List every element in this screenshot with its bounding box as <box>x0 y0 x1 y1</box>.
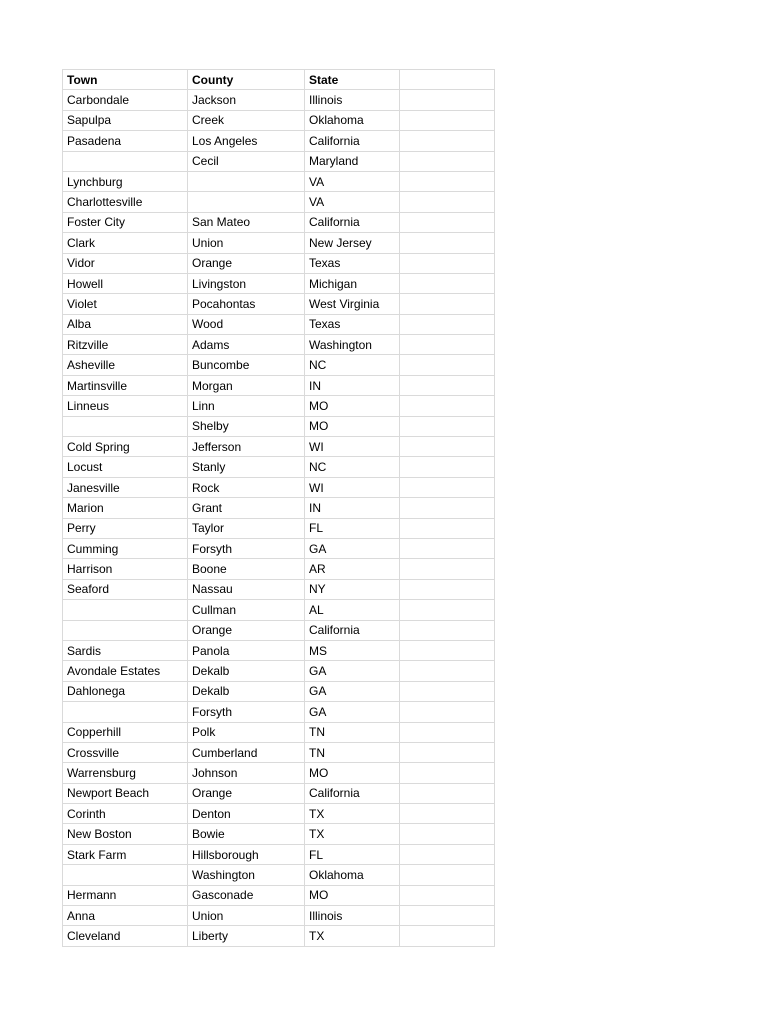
column-header-state: State <box>305 70 400 90</box>
cell-county: Dekalb <box>188 661 305 681</box>
cell-state: Oklahoma <box>305 865 400 885</box>
cell-town: Linneus <box>63 396 188 416</box>
cell-state: VA <box>305 171 400 191</box>
table-row <box>63 844 495 864</box>
cell-town: Ritzville <box>63 335 188 355</box>
cell-extra <box>400 722 495 742</box>
cell-state: FL <box>305 518 400 538</box>
cell-town: Vidor <box>63 253 188 273</box>
cell-town: Violet <box>63 294 188 314</box>
cell-town: Howell <box>63 273 188 293</box>
table-row <box>63 640 495 660</box>
table-row <box>63 681 495 701</box>
table-row <box>63 375 495 395</box>
cell-state: NC <box>305 355 400 375</box>
cell-extra <box>400 273 495 293</box>
cell-extra <box>400 579 495 599</box>
cell-county: Linn <box>188 396 305 416</box>
table-row <box>63 763 495 783</box>
table-row <box>63 742 495 762</box>
cell-extra <box>400 233 495 253</box>
cell-extra <box>400 885 495 905</box>
cell-state: MO <box>305 396 400 416</box>
cell-extra <box>400 437 495 457</box>
cell-town: Asheville <box>63 355 188 375</box>
cell-extra <box>400 763 495 783</box>
cell-town: Carbondale <box>63 90 188 110</box>
table-row <box>63 192 495 212</box>
cell-extra <box>400 457 495 477</box>
cell-county: Washington <box>188 865 305 885</box>
cell-county: Union <box>188 906 305 926</box>
cell-state: VA <box>305 192 400 212</box>
cell-county: Hillsborough <box>188 844 305 864</box>
table-row <box>63 620 495 640</box>
cell-county: Nassau <box>188 579 305 599</box>
cell-county: Cullman <box>188 600 305 620</box>
cell-extra <box>400 844 495 864</box>
cell-town: Copperhill <box>63 722 188 742</box>
cell-county: Creek <box>188 110 305 130</box>
cell-state: Oklahoma <box>305 110 400 130</box>
cell-county: Shelby <box>188 416 305 436</box>
cell-town: Stark Farm <box>63 844 188 864</box>
cell-county: Stanly <box>188 457 305 477</box>
cell-state: GA <box>305 681 400 701</box>
cell-extra <box>400 498 495 518</box>
cell-town: Foster City <box>63 212 188 232</box>
cell-county: Panola <box>188 640 305 660</box>
cell-county: Orange <box>188 783 305 803</box>
header-row <box>63 70 495 90</box>
table-row <box>63 416 495 436</box>
table-row <box>63 824 495 844</box>
cell-town <box>63 600 188 620</box>
cell-extra <box>400 253 495 273</box>
cell-state: WI <box>305 437 400 457</box>
cell-town: Crossville <box>63 742 188 762</box>
table-body <box>63 90 495 946</box>
table-row <box>63 457 495 477</box>
cell-county <box>188 192 305 212</box>
cell-town <box>63 416 188 436</box>
column-header-extra <box>400 70 495 90</box>
cell-state: TX <box>305 804 400 824</box>
cell-town: Sapulpa <box>63 110 188 130</box>
cell-county: Los Angeles <box>188 131 305 151</box>
cell-town: New Boston <box>63 824 188 844</box>
column-header-town: Town <box>63 70 188 90</box>
cell-state: Texas <box>305 253 400 273</box>
table-row <box>63 131 495 151</box>
cell-town: Martinsville <box>63 375 188 395</box>
table-row <box>63 151 495 171</box>
cell-county: Grant <box>188 498 305 518</box>
cell-county: Pocahontas <box>188 294 305 314</box>
cell-county: Morgan <box>188 375 305 395</box>
cell-state: IN <box>305 498 400 518</box>
table-row <box>63 518 495 538</box>
cell-county: Adams <box>188 335 305 355</box>
cell-extra <box>400 804 495 824</box>
table-row <box>63 171 495 191</box>
cell-town: Perry <box>63 518 188 538</box>
cell-county: Union <box>188 233 305 253</box>
cell-extra <box>400 865 495 885</box>
table-row <box>63 865 495 885</box>
cell-extra <box>400 640 495 660</box>
cell-county: Wood <box>188 314 305 334</box>
cell-town: Corinth <box>63 804 188 824</box>
cell-extra <box>400 824 495 844</box>
cell-state: California <box>305 212 400 232</box>
table-row <box>63 804 495 824</box>
cell-extra <box>400 661 495 681</box>
cell-extra <box>400 518 495 538</box>
cell-town: Sardis <box>63 640 188 660</box>
table-row <box>63 233 495 253</box>
cell-state: Maryland <box>305 151 400 171</box>
cell-town: Marion <box>63 498 188 518</box>
table-row <box>63 437 495 457</box>
table-row <box>63 783 495 803</box>
cell-county: Polk <box>188 722 305 742</box>
table-row <box>63 294 495 314</box>
cell-town <box>63 702 188 722</box>
cell-county: Orange <box>188 620 305 640</box>
town-county-state-table <box>62 69 495 947</box>
table-row <box>63 90 495 110</box>
cell-extra <box>400 335 495 355</box>
cell-extra <box>400 620 495 640</box>
cell-county: Boone <box>188 559 305 579</box>
cell-town: Newport Beach <box>63 783 188 803</box>
table-row <box>63 314 495 334</box>
table-row <box>63 722 495 742</box>
cell-town <box>63 151 188 171</box>
cell-state: GA <box>305 702 400 722</box>
cell-town: Locust <box>63 457 188 477</box>
table-row <box>63 273 495 293</box>
cell-county: San Mateo <box>188 212 305 232</box>
cell-extra <box>400 742 495 762</box>
cell-state: NC <box>305 457 400 477</box>
cell-town: Avondale Estates <box>63 661 188 681</box>
cell-county: Rock <box>188 477 305 497</box>
cell-state: IN <box>305 375 400 395</box>
cell-state: Michigan <box>305 273 400 293</box>
cell-town: Clark <box>63 233 188 253</box>
cell-extra <box>400 314 495 334</box>
cell-town: Charlottesville <box>63 192 188 212</box>
cell-town: Dahlonega <box>63 681 188 701</box>
cell-extra <box>400 90 495 110</box>
cell-extra <box>400 151 495 171</box>
cell-state: New Jersey <box>305 233 400 253</box>
cell-county: Cecil <box>188 151 305 171</box>
cell-town: Alba <box>63 314 188 334</box>
cell-extra <box>400 538 495 558</box>
cell-county: Dekalb <box>188 681 305 701</box>
cell-town: Janesville <box>63 477 188 497</box>
cell-state: TX <box>305 926 400 946</box>
cell-state: TN <box>305 722 400 742</box>
cell-state: California <box>305 131 400 151</box>
cell-county: Jackson <box>188 90 305 110</box>
cell-town: Lynchburg <box>63 171 188 191</box>
cell-state: Illinois <box>305 906 400 926</box>
cell-extra <box>400 396 495 416</box>
cell-county: Bowie <box>188 824 305 844</box>
cell-county <box>188 171 305 191</box>
cell-state: AL <box>305 600 400 620</box>
cell-extra <box>400 783 495 803</box>
table-row <box>63 538 495 558</box>
cell-extra <box>400 702 495 722</box>
table-row <box>63 579 495 599</box>
cell-town: Anna <box>63 906 188 926</box>
cell-state: California <box>305 620 400 640</box>
cell-state: WI <box>305 477 400 497</box>
cell-state: Washington <box>305 335 400 355</box>
table-row <box>63 926 495 946</box>
table-row <box>63 885 495 905</box>
cell-extra <box>400 926 495 946</box>
cell-extra <box>400 171 495 191</box>
cell-town <box>63 865 188 885</box>
cell-extra <box>400 294 495 314</box>
cell-state: West Virginia <box>305 294 400 314</box>
table-row <box>63 702 495 722</box>
table-row <box>63 335 495 355</box>
cell-town: Hermann <box>63 885 188 905</box>
cell-county: Gasconade <box>188 885 305 905</box>
cell-town: Pasadena <box>63 131 188 151</box>
cell-county: Forsyth <box>188 702 305 722</box>
cell-state: Texas <box>305 314 400 334</box>
cell-state: GA <box>305 538 400 558</box>
cell-state: NY <box>305 579 400 599</box>
table-row <box>63 110 495 130</box>
cell-state: TN <box>305 742 400 762</box>
cell-extra <box>400 192 495 212</box>
cell-extra <box>400 110 495 130</box>
table-row <box>63 600 495 620</box>
table-row <box>63 355 495 375</box>
cell-county: Denton <box>188 804 305 824</box>
cell-extra <box>400 600 495 620</box>
cell-state: TX <box>305 824 400 844</box>
cell-county: Johnson <box>188 763 305 783</box>
cell-town: Warrensburg <box>63 763 188 783</box>
cell-town: Cold Spring <box>63 437 188 457</box>
table-row <box>63 396 495 416</box>
table-row <box>63 559 495 579</box>
cell-state: GA <box>305 661 400 681</box>
column-header-county: County <box>188 70 305 90</box>
table-row <box>63 661 495 681</box>
cell-county: Orange <box>188 253 305 273</box>
cell-extra <box>400 416 495 436</box>
cell-county: Buncombe <box>188 355 305 375</box>
cell-county: Jefferson <box>188 437 305 457</box>
cell-town: Cumming <box>63 538 188 558</box>
cell-extra <box>400 355 495 375</box>
cell-town: Harrison <box>63 559 188 579</box>
cell-state: California <box>305 783 400 803</box>
cell-state: FL <box>305 844 400 864</box>
cell-county: Forsyth <box>188 538 305 558</box>
cell-state: Illinois <box>305 90 400 110</box>
cell-county: Liberty <box>188 926 305 946</box>
cell-town: Seaford <box>63 579 188 599</box>
table-row <box>63 498 495 518</box>
cell-state: MO <box>305 885 400 905</box>
cell-state: MS <box>305 640 400 660</box>
cell-extra <box>400 477 495 497</box>
cell-county: Taylor <box>188 518 305 538</box>
table-row <box>63 477 495 497</box>
cell-extra <box>400 131 495 151</box>
table-row <box>63 906 495 926</box>
cell-county: Cumberland <box>188 742 305 762</box>
cell-town: Cleveland <box>63 926 188 946</box>
table-row <box>63 212 495 232</box>
cell-state: MO <box>305 763 400 783</box>
cell-extra <box>400 375 495 395</box>
cell-town <box>63 620 188 640</box>
cell-extra <box>400 559 495 579</box>
cell-extra <box>400 212 495 232</box>
cell-county: Livingston <box>188 273 305 293</box>
cell-extra <box>400 906 495 926</box>
cell-state: MO <box>305 416 400 436</box>
cell-state: AR <box>305 559 400 579</box>
cell-extra <box>400 681 495 701</box>
table-row <box>63 253 495 273</box>
